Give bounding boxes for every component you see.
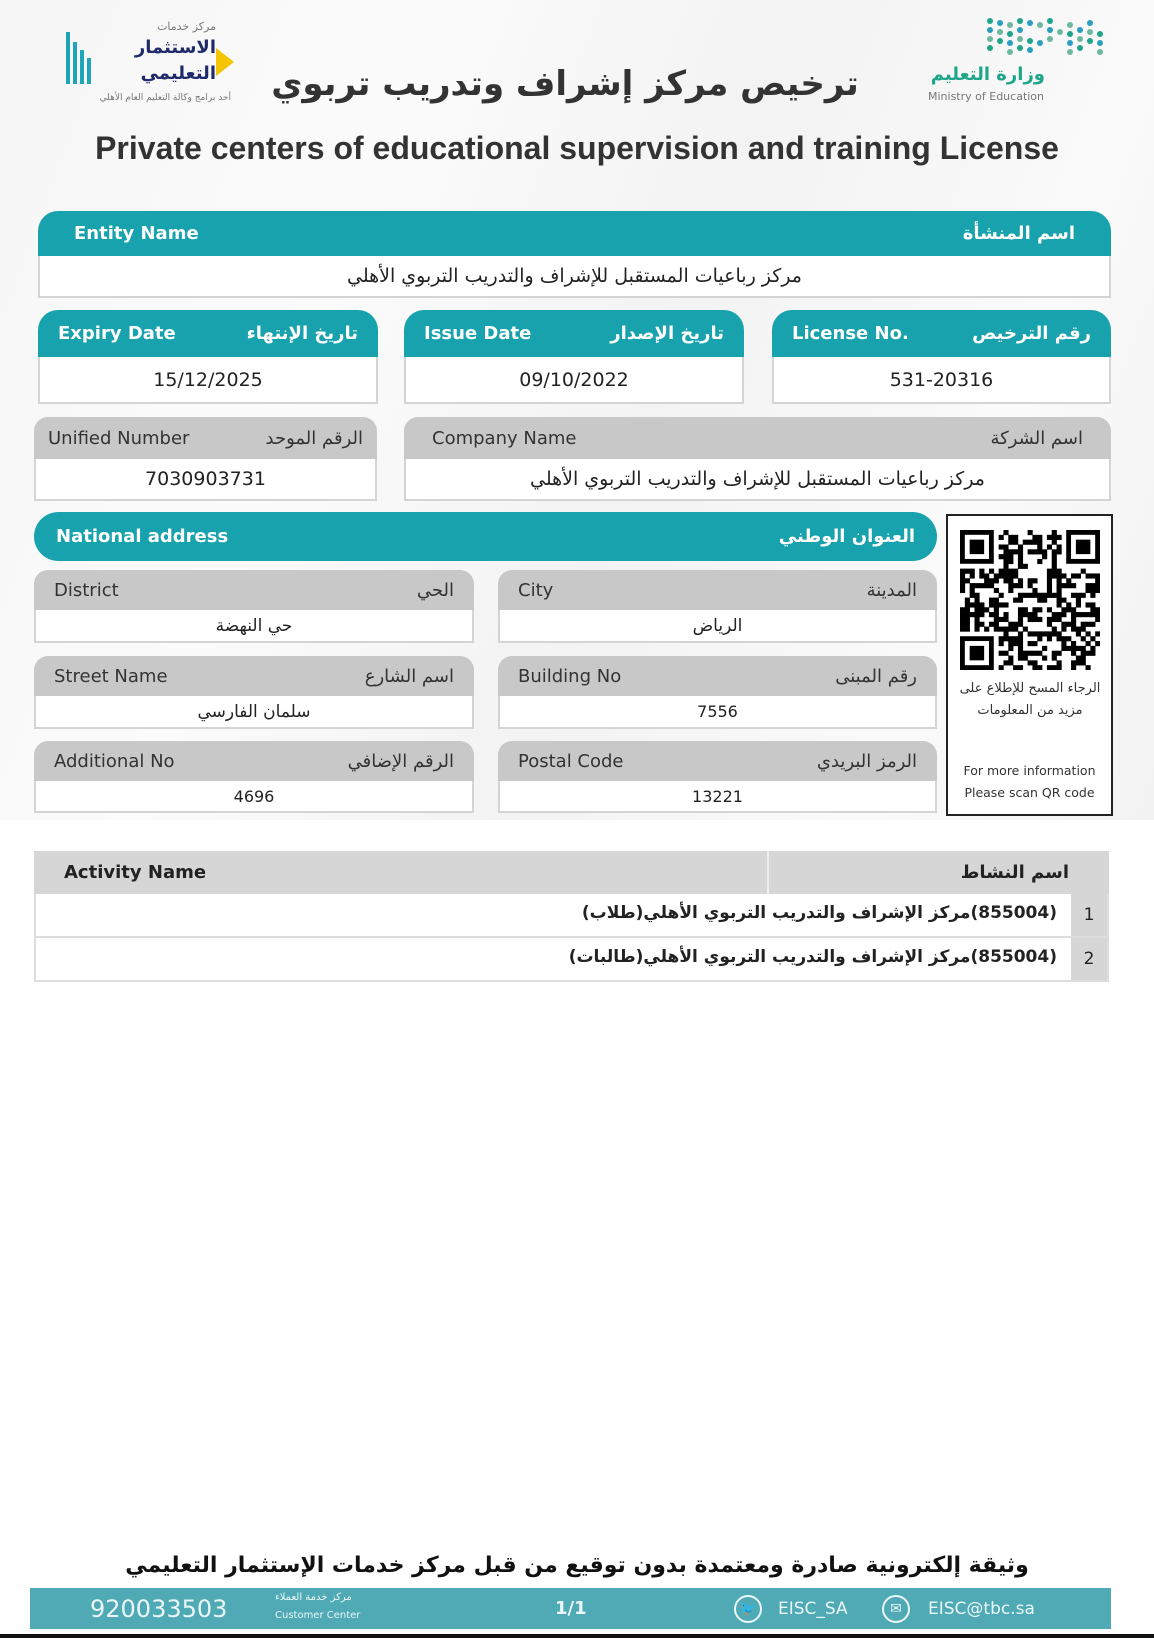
license-no-value: 531-20316 <box>772 357 1111 404</box>
activity-row: (855004)مركز الإشراف والتدريب التربوي الأهلي(طلاب) 1 <box>34 894 1109 938</box>
activity-row: (855004)مركز الإشراف والتدريب التربوي الأهلي(طالبات) 2 <box>34 938 1109 982</box>
investment-center-logo: مركز خدمات الاستثمار التعليمي أحد برامج وكالة التعليم العام الأهلي <box>66 20 236 110</box>
twitter-link[interactable]: EISC_SA <box>778 1599 848 1619</box>
postal-code-value: 13221 <box>498 781 937 813</box>
expiry-date-value: 15/12/2025 <box>38 357 378 404</box>
activity-header: Activity Name اسم النشاط <box>34 851 1109 894</box>
company-name-header: Company Name اسم الشركة <box>404 417 1111 459</box>
footer-statement: وثيقة إلكترونية صادرة ومعتمدة بدون توقيع من قبل مركز خدمات الإستثمار التعليمي <box>125 1553 1029 1578</box>
activity-table <box>34 851 1109 982</box>
entity-name-value: مركز رباعيات المستقبل للإشراف والتدريب التربوي الأهلي <box>38 256 1111 298</box>
expiry-date-header: Expiry Date تاريخ الإنتهاء <box>38 310 378 357</box>
city-value: الرياض <box>498 610 937 643</box>
building-no-value: 7556 <box>498 696 937 729</box>
phone-number[interactable]: 920033503 <box>90 1595 228 1623</box>
district-header: District الحي <box>34 570 474 610</box>
additional-no-header: Additional No الرقم الإضافي <box>34 741 474 781</box>
email-icon: ✉ <box>882 1595 910 1623</box>
entity-name-header: Entity Name اسم المنشأة <box>38 211 1111 256</box>
district-value: حي النهضة <box>34 610 474 643</box>
page-number: 1/1 <box>555 1598 587 1619</box>
unified-number-value: 7030903731 <box>34 459 377 501</box>
street-name-header: Street Name اسم الشارع <box>34 656 474 696</box>
street-name-value: سلمان الفارسي <box>34 696 474 729</box>
building-no-header: Building No رقم المبنى <box>498 656 937 696</box>
bottom-edge <box>0 1634 1154 1638</box>
arrow-icon <box>216 48 234 76</box>
bars-icon <box>66 28 92 84</box>
twitter-icon: 🐦 <box>734 1595 762 1623</box>
national-address-header: National address العنوان الوطني <box>34 512 937 561</box>
city-header: City المدينة <box>498 570 937 610</box>
title-ar: ترخيص مركز إشراف وتدريب تربوي <box>271 64 859 104</box>
postal-code-header: Postal Code الرمز البريدي <box>498 741 937 781</box>
issue-date-value: 09/10/2022 <box>404 357 744 404</box>
email-link[interactable]: EISC@tbc.sa <box>928 1599 1035 1619</box>
additional-no-value: 4696 <box>34 781 474 813</box>
qr-code[interactable] <box>960 530 1100 670</box>
ministry-logo: وزارة التعليم Ministry of Education <box>925 16 1115 106</box>
issue-date-header: Issue Date تاريخ الإصدار <box>404 310 744 357</box>
unified-number-header: Unified Number الرقم الموحد <box>34 417 377 459</box>
title-en: Private centers of educational supervision and training License <box>95 130 1059 166</box>
qr-panel: الرجاء المسح للإطلاع على مزيد من المعلومات For more information Please scan QR code <box>946 514 1113 816</box>
company-name-value: مركز رباعيات المستقبل للإشراف والتدريب التربوي الأهلي <box>404 459 1111 501</box>
dots-icon <box>985 16 1105 56</box>
license-no-header: License No. رقم الترخيص <box>772 310 1111 357</box>
footer-bar: 920033503 مركز خدمة العملاء Customer Center 1/1 🐦 EISC_SA ✉ EISC@tbc.sa <box>30 1588 1111 1629</box>
